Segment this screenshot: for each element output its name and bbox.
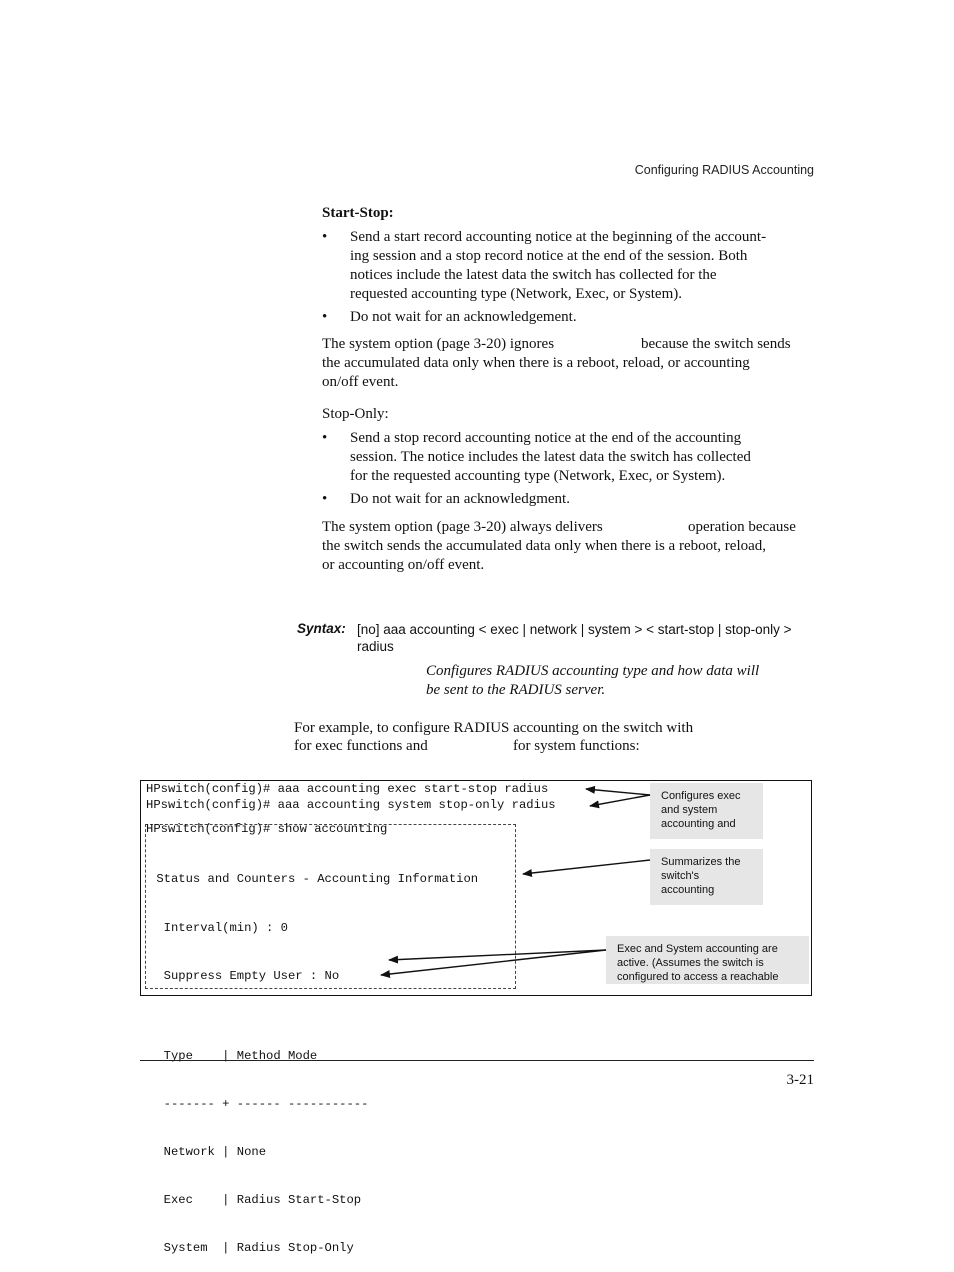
arrow-to-system-row (381, 950, 606, 975)
example-intro-2b: for system functions: (513, 738, 640, 754)
start-stop-note-1a: The system option (page 3-20) ignores (322, 336, 555, 352)
arrow-to-show-output (523, 860, 650, 874)
callout-line: Summarizes the (661, 856, 741, 868)
text-line: Send a stop record accounting notice at the end of the accounting (350, 430, 742, 446)
bullet-icon: • (322, 229, 328, 245)
stop-only-note-2: the switch sends the accumulated data only when there is a reboot, reload, (322, 538, 767, 554)
callout-line: active. (Assumes the switch is (617, 957, 764, 969)
start-stop-note-3: on/off event. (322, 374, 399, 390)
example-intro-1: For example, to configure RADIUS accounting on the switch with (294, 720, 694, 736)
output-line: Interval(min) : 0 (149, 921, 288, 935)
output-line: Status and Counters - Accounting Information (149, 872, 479, 886)
output-line: Suppress Empty User : No (149, 969, 340, 983)
callout-line: configured to access a reachable (617, 971, 779, 983)
bullet-text: Do not wait for an acknowledgment. (350, 491, 570, 507)
bullet-text: Do not wait for an acknowledgement. (350, 309, 577, 325)
syntax-description-1: Configures RADIUS accounting type and how data will (426, 663, 760, 679)
stop-only-heading: Stop-Only: (322, 406, 389, 422)
output-line: ------- + ------ ----------- (149, 1097, 369, 1111)
arrow-to-exec-row (389, 950, 606, 960)
bullet-icon: • (322, 491, 328, 507)
running-header: Configuring RADIUS Accounting (634, 163, 814, 177)
callout-line: accounting (661, 884, 715, 896)
start-stop-heading: Start-Stop: (322, 205, 394, 221)
cli-command-system: HPswitch(config)# aaa accounting system stop-only radius (146, 798, 556, 812)
bullet-icon: • (322, 309, 328, 325)
arrow-to-exec-command (586, 789, 650, 795)
output-line: System | Radius Stop-Only (149, 1241, 354, 1255)
syntax-line: [no] aaa accounting < exec | network | system > < start-stop | stop-only > (357, 622, 792, 637)
syntax-label: Syntax: (297, 621, 346, 636)
page-number: 3-21 (786, 1072, 814, 1088)
stop-only-note-1b: operation because (688, 519, 796, 535)
text-line: Send a start record accounting notice at the beginning of the account- (350, 229, 767, 245)
bullet-icon: • (322, 430, 328, 446)
start-stop-note-2: the accumulated data only when there is a reboot, reload, or accounting (322, 355, 750, 371)
syntax-description-2: be sent to the RADIUS server. (426, 682, 606, 698)
output-line: Network | None (149, 1145, 267, 1159)
stop-only-note-1a: The system option (page 3-20) always delivers (322, 519, 603, 535)
example-intro-2a: for exec functions and (294, 738, 428, 754)
cli-command-show: HPswitch(config)# show accounting (146, 822, 388, 836)
callout-line: Configures exec (661, 790, 741, 802)
callout-line: accounting and (661, 818, 736, 830)
text-line: ing session and a stop record notice at the end of the session. Both (350, 248, 748, 264)
arrow-to-system-command (590, 795, 650, 806)
output-line: Exec | Radius Start-Stop (149, 1193, 362, 1207)
text-line: requested accounting type (Network, Exec, or System). (350, 286, 682, 302)
callout-line: Exec and System accounting are (617, 943, 778, 955)
start-stop-note-1b: because the switch sends (641, 336, 791, 352)
output-line: Type | Method Mode (149, 1049, 318, 1063)
callout-line: and system (661, 804, 718, 816)
footer-rule (140, 1060, 814, 1061)
stop-only-note-3: or accounting on/off event. (322, 557, 485, 573)
text-line: session. The notice includes the latest data the switch has collected (350, 449, 751, 465)
callout-line: switch's (661, 870, 700, 882)
syntax-line: radius (357, 639, 394, 654)
text-line: notices include the latest data the switch has collected for the (350, 267, 717, 283)
text-line: for the requested accounting type (Network, Exec, or System). (350, 468, 726, 484)
cli-command-exec: HPswitch(config)# aaa accounting exec start-stop radius (146, 782, 549, 796)
